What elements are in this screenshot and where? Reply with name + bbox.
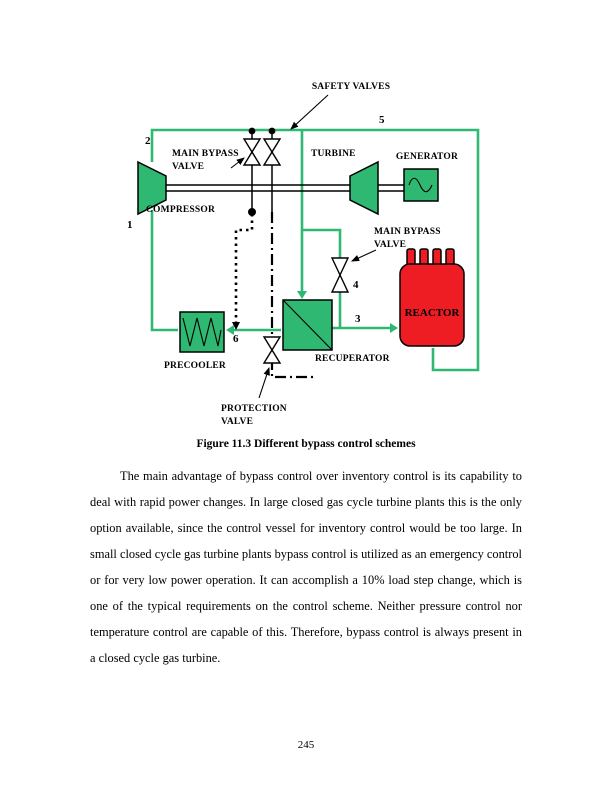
state-number-3: 3 bbox=[355, 313, 361, 325]
recuperator-label: RECUPERATOR bbox=[315, 354, 390, 364]
state-number-6: 6 bbox=[233, 333, 239, 345]
state-number-1: 1 bbox=[127, 219, 133, 231]
main-bypass-top-label-line2: VALVE bbox=[172, 162, 205, 172]
arrow-into-recuperator bbox=[297, 291, 307, 299]
state-number-2: 2 bbox=[145, 135, 151, 147]
protection-valve-label-line2: VALVE bbox=[221, 417, 254, 427]
state-number-5: 5 bbox=[379, 114, 385, 126]
figure-caption: Figure 11.3 Different bypass control schemes bbox=[196, 438, 416, 450]
body-paragraph: The main advantage of bypass control over inventory control is its capability to deal with rapid power changes. In large closed gas cycle turbine plants this is the only option available, since the control vessel for inventory control would be too large. In small closed cycle gas turbine plants bypass control is utilized as an emergency control or for very low power operation. It can accomplish a 10% load step change, which is one of the typical requirements on the control scheme. Neither pressure control nor temperature control are capable of this. Therefore, bypass control is always present in a closed cycle gas turbine. bbox=[90, 469, 522, 665]
safety-valve-icon-1 bbox=[244, 128, 260, 165]
protection-valve-label-line1: PROTECTION bbox=[221, 404, 287, 414]
protection-valve-icon bbox=[264, 337, 280, 363]
reactor-label: REACTOR bbox=[404, 307, 460, 319]
main-bypass-top-arrow bbox=[231, 158, 244, 168]
pipe-precooler-to-compressor bbox=[152, 210, 178, 330]
safety-valve-icon-2 bbox=[264, 128, 280, 165]
main-bypass-right-label-line1: MAIN BYPASS bbox=[374, 227, 441, 237]
reactor-vessel bbox=[400, 249, 464, 346]
precooler-label: PRECOOLER bbox=[164, 361, 226, 371]
turbine-shape bbox=[350, 162, 378, 214]
safety-valves-arrow bbox=[291, 95, 328, 129]
dotted-control-line bbox=[236, 214, 252, 324]
main-bypass-valve-icon bbox=[332, 258, 348, 292]
main-bypass-right-label-line2: VALVE bbox=[374, 240, 407, 250]
safety-valves-label: SAFETY VALVES bbox=[311, 82, 391, 92]
dashdot-protection-line bbox=[272, 212, 314, 377]
turbine-label: TURBINE bbox=[311, 149, 356, 159]
reactor-body bbox=[400, 264, 464, 346]
main-bypass-top-label-line1: MAIN BYPASS bbox=[172, 149, 239, 159]
arrow-into-reactor bbox=[390, 323, 398, 333]
compressor-label: COMPRESSOR bbox=[146, 205, 216, 215]
state-number-4: 4 bbox=[353, 279, 359, 291]
page-number: 245 bbox=[297, 739, 315, 751]
main-bypass-right-arrow bbox=[352, 250, 376, 261]
protection-valve-arrow bbox=[259, 368, 269, 398]
generator-label: GENERATOR bbox=[395, 152, 459, 162]
junction-dot bbox=[248, 208, 256, 216]
